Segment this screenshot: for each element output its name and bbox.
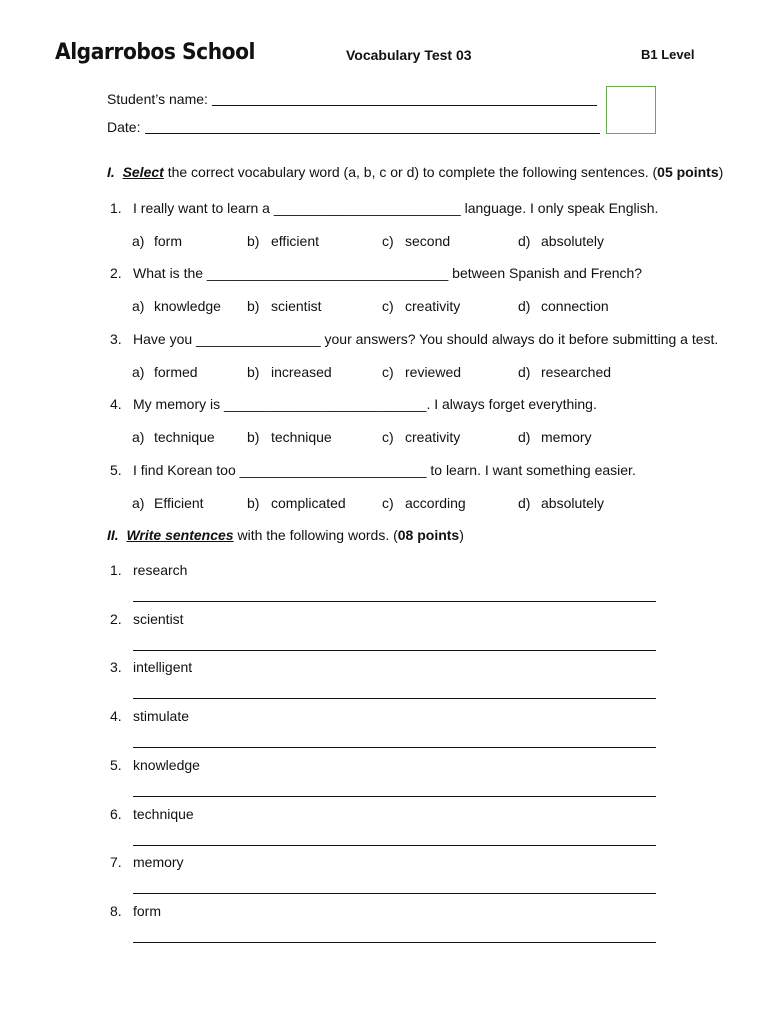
- section-2-points: 08 points: [397, 527, 460, 543]
- section-2-number: II.: [107, 527, 119, 543]
- option-letter[interactable]: d): [518, 364, 531, 380]
- option-letter[interactable]: c): [382, 364, 394, 380]
- test-title: Vocabulary Test 03: [346, 47, 472, 63]
- word-number: 2.: [110, 611, 122, 627]
- word-label: scientist: [133, 611, 184, 627]
- option-letter[interactable]: b): [247, 364, 260, 380]
- section-1-heading: [107, 164, 723, 180]
- word-label: knowledge: [133, 757, 200, 773]
- section-2-heading: [107, 527, 464, 543]
- section-1-points: 05 points: [657, 164, 719, 180]
- option-text[interactable]: efficient: [271, 233, 319, 249]
- section-2-keyword: Write sentences: [126, 527, 234, 543]
- answer-line[interactable]: [133, 942, 656, 943]
- question-text: I find Korean too ________________________ to learn. I want something easier.: [133, 462, 636, 478]
- word-label: research: [133, 562, 188, 578]
- answer-line[interactable]: [133, 698, 656, 699]
- question-number: 2.: [110, 265, 122, 281]
- option-letter[interactable]: a): [132, 429, 145, 445]
- option-text[interactable]: absolutely: [541, 233, 605, 249]
- question-number: 5.: [110, 462, 122, 478]
- option-text[interactable]: according: [405, 495, 466, 511]
- question-number: 4.: [110, 396, 122, 412]
- word-label: form: [133, 903, 161, 919]
- option-letter[interactable]: c): [382, 233, 394, 249]
- word-number: 5.: [110, 757, 122, 773]
- option-text[interactable]: complicated: [271, 495, 346, 511]
- option-letter[interactable]: b): [247, 495, 260, 511]
- question-number: 3.: [110, 331, 122, 347]
- option-text[interactable]: creativity: [405, 298, 461, 314]
- word-label: technique: [133, 806, 194, 822]
- option-text[interactable]: second: [405, 233, 451, 249]
- option-text[interactable]: form: [154, 233, 182, 249]
- word-number: 7.: [110, 854, 122, 870]
- date-label: Date:: [107, 119, 141, 135]
- option-letter[interactable]: c): [382, 298, 394, 314]
- option-letter[interactable]: d): [518, 495, 531, 511]
- option-letter[interactable]: a): [132, 298, 145, 314]
- option-text[interactable]: scientist: [271, 298, 322, 314]
- answer-line[interactable]: [133, 650, 656, 651]
- grade-box[interactable]: [606, 86, 656, 134]
- section-1-text: the correct vocabulary word (a, b, c or d) to complete the following sentences. (: [163, 164, 658, 180]
- date-line[interactable]: [145, 133, 600, 134]
- word-number: 4.: [110, 708, 122, 724]
- option-text[interactable]: creativity: [405, 429, 461, 445]
- option-letter[interactable]: c): [382, 429, 394, 445]
- word-number: 6.: [110, 806, 122, 822]
- option-letter[interactable]: c): [382, 495, 394, 511]
- school-name: Algarrobos School: [55, 40, 256, 65]
- option-letter[interactable]: b): [247, 429, 260, 445]
- word-number: 3.: [110, 659, 122, 675]
- option-text[interactable]: formed: [154, 364, 198, 380]
- question-text: What is the _______________________________ between Spanish and French?: [133, 265, 643, 281]
- option-letter[interactable]: a): [132, 233, 145, 249]
- question-text: I really want to learn a ________________________ language. I only speak English.: [133, 200, 659, 216]
- option-text[interactable]: reviewed: [405, 364, 462, 380]
- word-label: intelligent: [133, 659, 193, 675]
- word-label: memory: [133, 854, 184, 870]
- word-number: 8.: [110, 903, 122, 919]
- option-letter[interactable]: b): [247, 298, 260, 314]
- section-2-text: with the following words. (: [233, 527, 398, 543]
- option-text[interactable]: technique: [271, 429, 332, 445]
- question-text: My memory is __________________________. I always forget everything.: [133, 396, 597, 412]
- answer-line[interactable]: [133, 893, 656, 894]
- option-text[interactable]: Efficient: [154, 495, 204, 511]
- answer-line[interactable]: [133, 845, 656, 846]
- option-letter[interactable]: a): [132, 364, 145, 380]
- section-2-close: ): [459, 527, 464, 543]
- option-letter[interactable]: a): [132, 495, 145, 511]
- option-letter[interactable]: d): [518, 429, 531, 445]
- word-label: stimulate: [133, 708, 190, 724]
- option-letter[interactable]: d): [518, 233, 531, 249]
- option-letter[interactable]: d): [518, 298, 531, 314]
- option-text[interactable]: increased: [271, 364, 332, 380]
- option-letter[interactable]: b): [247, 233, 260, 249]
- option-text[interactable]: connection: [541, 298, 609, 314]
- section-1-close: ): [718, 164, 724, 180]
- word-number: 1.: [110, 562, 122, 578]
- question-text: Have you ________________ your answers? You should always do it before submitting a test.: [133, 331, 719, 347]
- student-name-line[interactable]: [212, 105, 597, 106]
- option-text[interactable]: memory: [541, 429, 592, 445]
- student-name-label: Student’s name:: [107, 91, 208, 107]
- answer-line[interactable]: [133, 747, 656, 748]
- answer-line[interactable]: [133, 601, 656, 602]
- level-label: B1 Level: [641, 47, 695, 62]
- section-1-number: I.: [107, 164, 115, 180]
- option-text[interactable]: technique: [154, 429, 215, 445]
- question-number: 1.: [110, 200, 122, 216]
- option-text[interactable]: researched: [541, 364, 612, 380]
- option-text[interactable]: absolutely: [541, 495, 605, 511]
- section-1-keyword: Select: [122, 164, 164, 180]
- answer-line[interactable]: [133, 796, 656, 797]
- option-text[interactable]: knowledge: [154, 298, 221, 314]
